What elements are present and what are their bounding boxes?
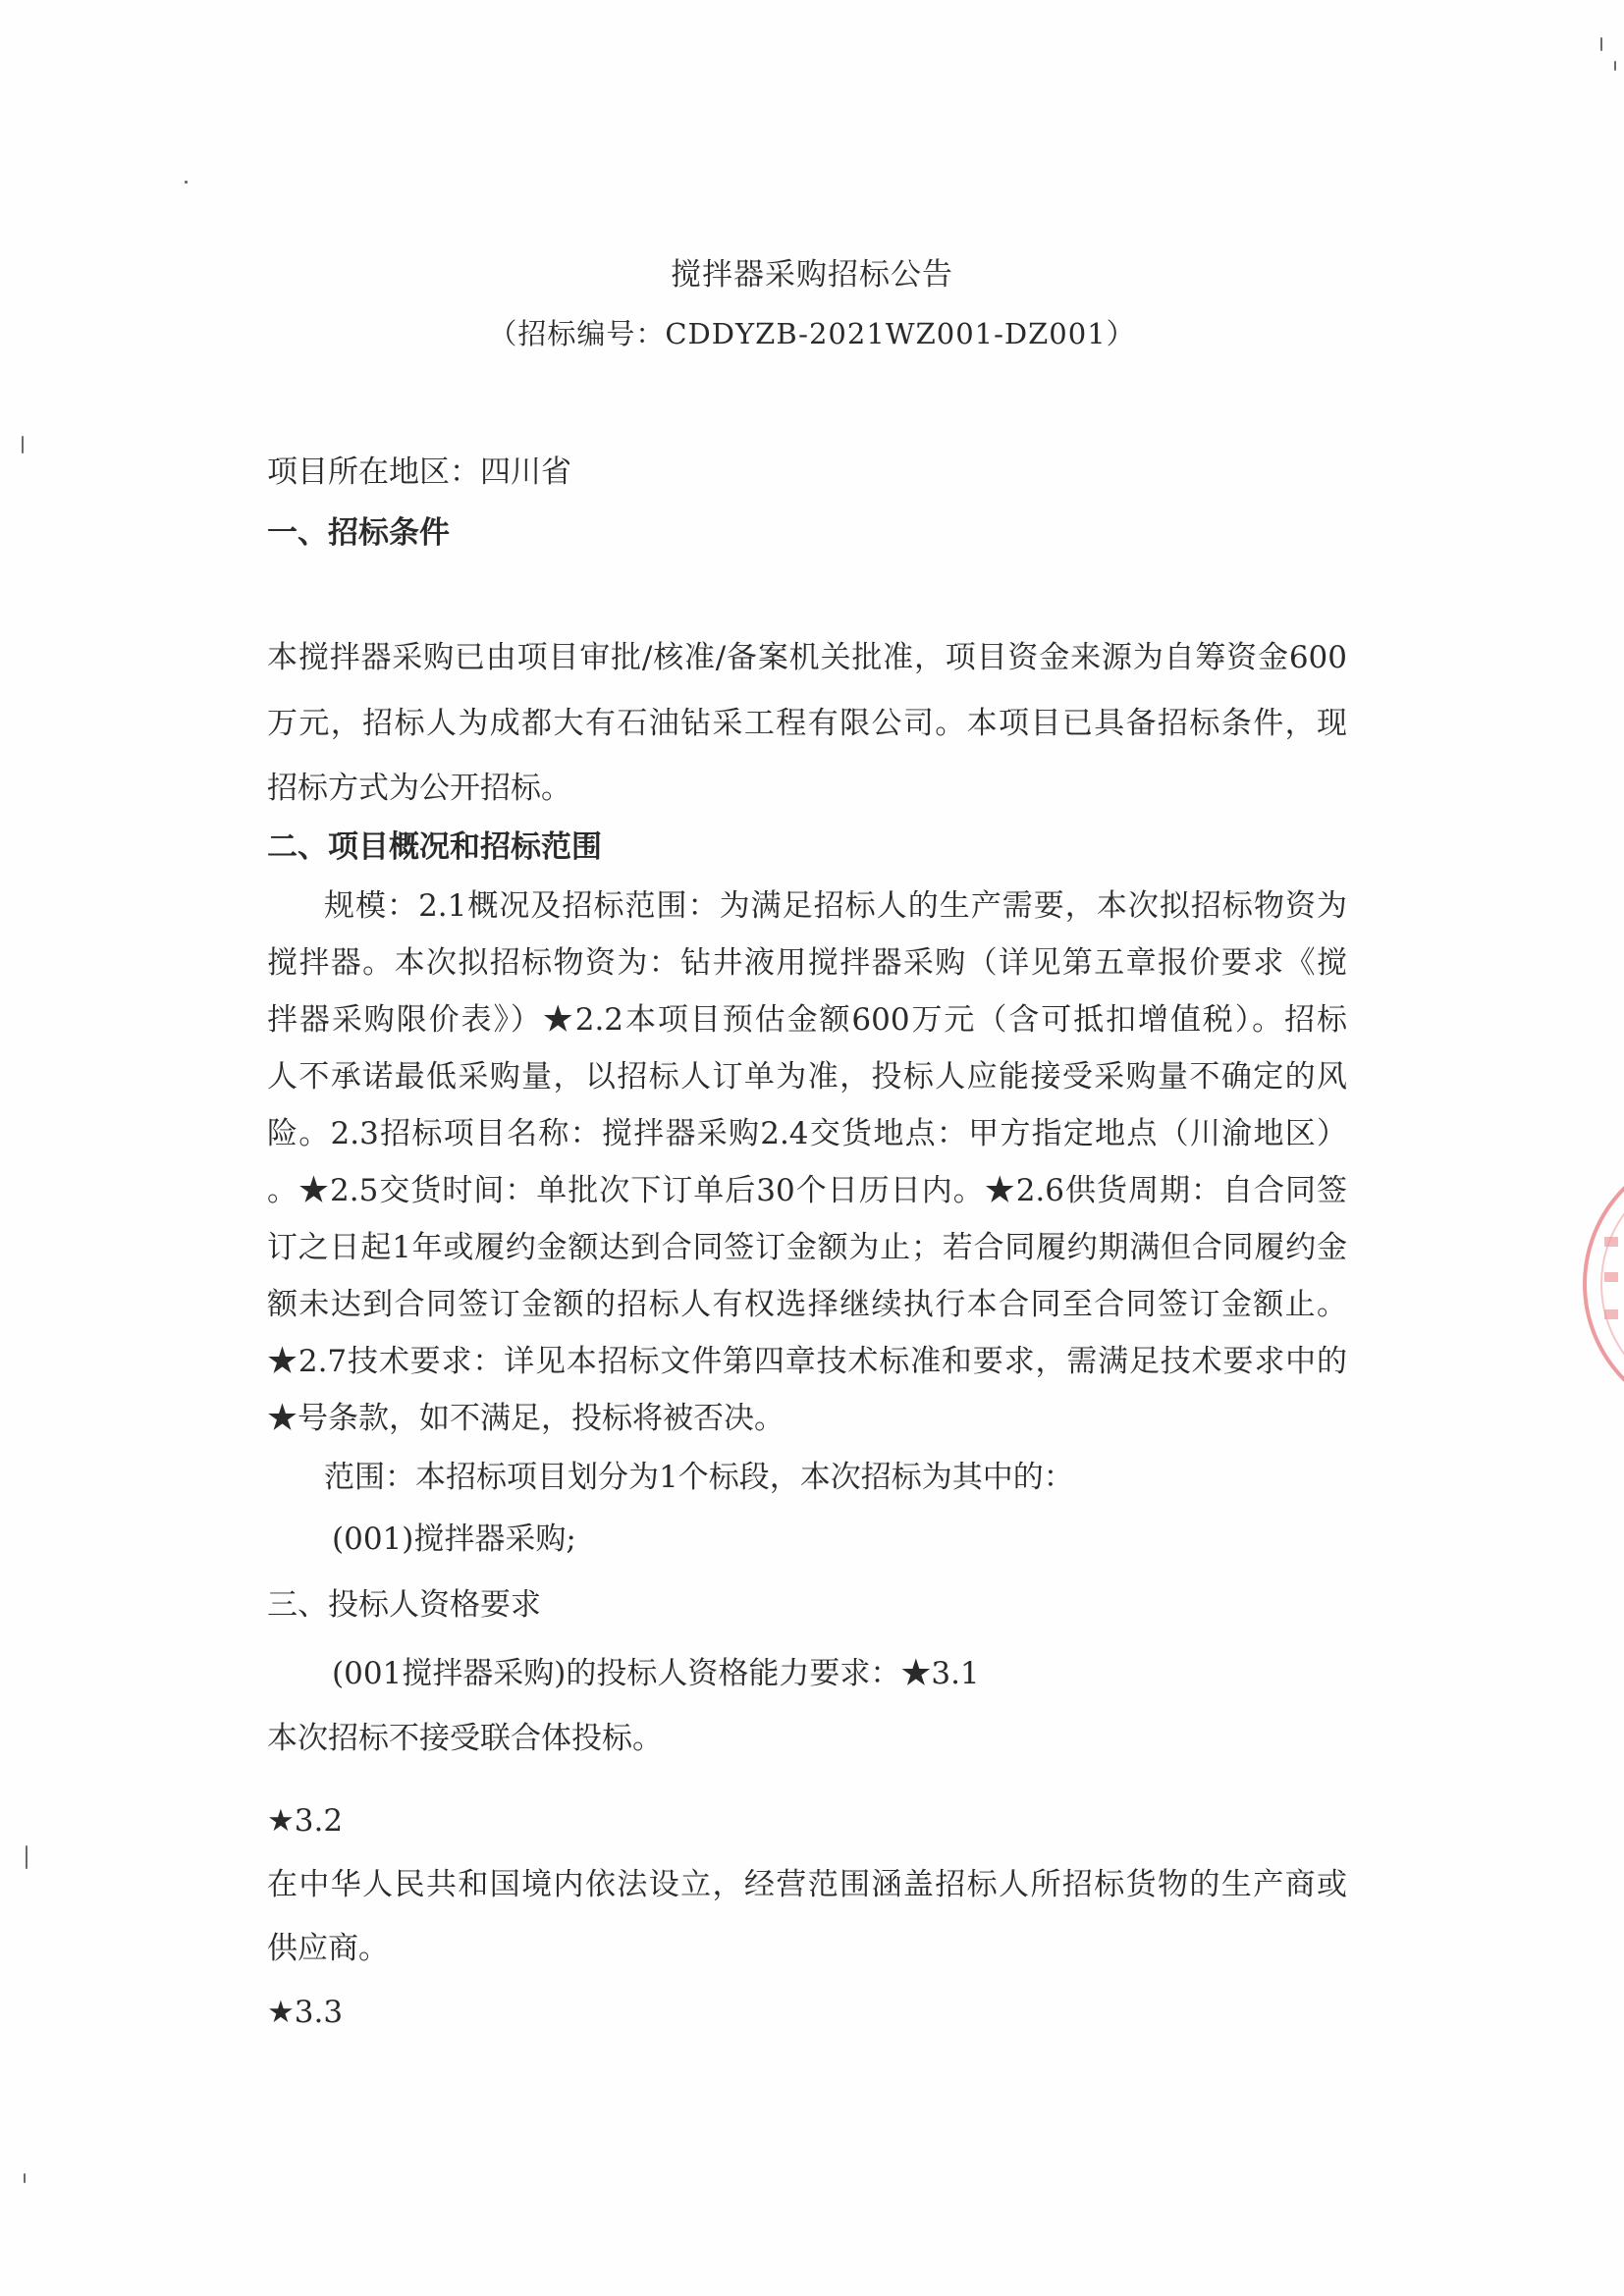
section2-line: ★号条款，如不满足，投标将被否决。 [267, 1401, 785, 1436]
section1-line: 万元，招标人为成都大有石油钻采工程有限公司。本项目已具备招标条件，现 [267, 706, 1347, 741]
section2-line: 搅拌器。本次拟招标物资为：钻井液用搅拌器采购（详见第五章报价要求《搅 [267, 945, 1347, 981]
scan-speck [1614, 61, 1616, 71]
project-region: 项目所在地区：四川省 [267, 454, 571, 490]
section3-line: ★3.2 [267, 1803, 344, 1839]
section2-lot: (001)搅拌器采购; [332, 1522, 576, 1557]
section2-line: 险。2.3招标项目名称：搅拌器采购2.4交货地点：甲方指定地点（川渝地区） [267, 1116, 1347, 1151]
section2-line: 额未达到合同签订金额的招标人有权选择继续执行本合同至合同签订金额止。 [267, 1287, 1347, 1322]
scan-speck [185, 181, 188, 184]
section2-line: 订之日起1年或履约金额达到合同签订金额为止；若合同履约期满但合同履约金 [267, 1230, 1347, 1265]
section3-line: (001搅拌器采购)的投标人资格能力要求：★3.1 [332, 1656, 980, 1691]
section2-line: 规模：2.1概况及招标范围：为满足招标人的生产需要，本次拟招标物资为 [324, 888, 1347, 924]
section3-heading: 三、投标人资格要求 [267, 1587, 541, 1623]
seal-mark [1604, 1237, 1618, 1247]
section2-scope: 范围：本招标项目划分为1个标段，本次招标为其中的： [324, 1460, 1074, 1495]
section2-line: 。★2.5交货时间：单批次下订单后30个日历日内。★2.6供货周期：自合同签 [267, 1173, 1347, 1208]
section1-line: 招标方式为公开招标。 [267, 771, 571, 806]
tender-number: （招标编号：CDDYZB-2021WZ001-DZ001） [488, 317, 1136, 350]
section2-line: 拌器采购限价表》）★2.2本项目预估金额600万元（含可抵扣增值税）。招标 [267, 1002, 1347, 1038]
scan-speck [22, 436, 24, 454]
seal-stamp [1579, 1147, 1624, 1421]
section2-heading: 二、项目概况和招标范围 [267, 829, 602, 865]
section3-line: 在中华人民共和国境内依法设立，经营范围涵盖招标人所招标货物的生产商或 [267, 1867, 1347, 1902]
section2-line: 人不承诺最低采购量，以招标人订单为准，投标人应能接受采购量不确定的风 [267, 1059, 1347, 1095]
section1-heading: 一、招标条件 [267, 515, 450, 551]
seal-mark [1604, 1272, 1618, 1282]
scan-speck [26, 1845, 27, 1869]
document-title: 搅拌器采购招标公告 [671, 257, 953, 293]
scan-speck [1600, 37, 1602, 51]
section3-line: ★3.3 [267, 1995, 344, 2030]
scan-speck [24, 2173, 26, 2183]
section2-line: ★2.7技术要求：详见本招标文件第四章技术标准和要求，需满足技术要求中的 [267, 1344, 1347, 1379]
seal-mark [1604, 1309, 1618, 1319]
section1-line: 本搅拌器采购已由项目审批/核准/备案机关批准，项目资金来源为自筹资金600 [267, 640, 1347, 675]
section3-line: 本次招标不接受联合体投标。 [267, 1721, 663, 1756]
section3-line: 供应商。 [267, 1931, 389, 1966]
